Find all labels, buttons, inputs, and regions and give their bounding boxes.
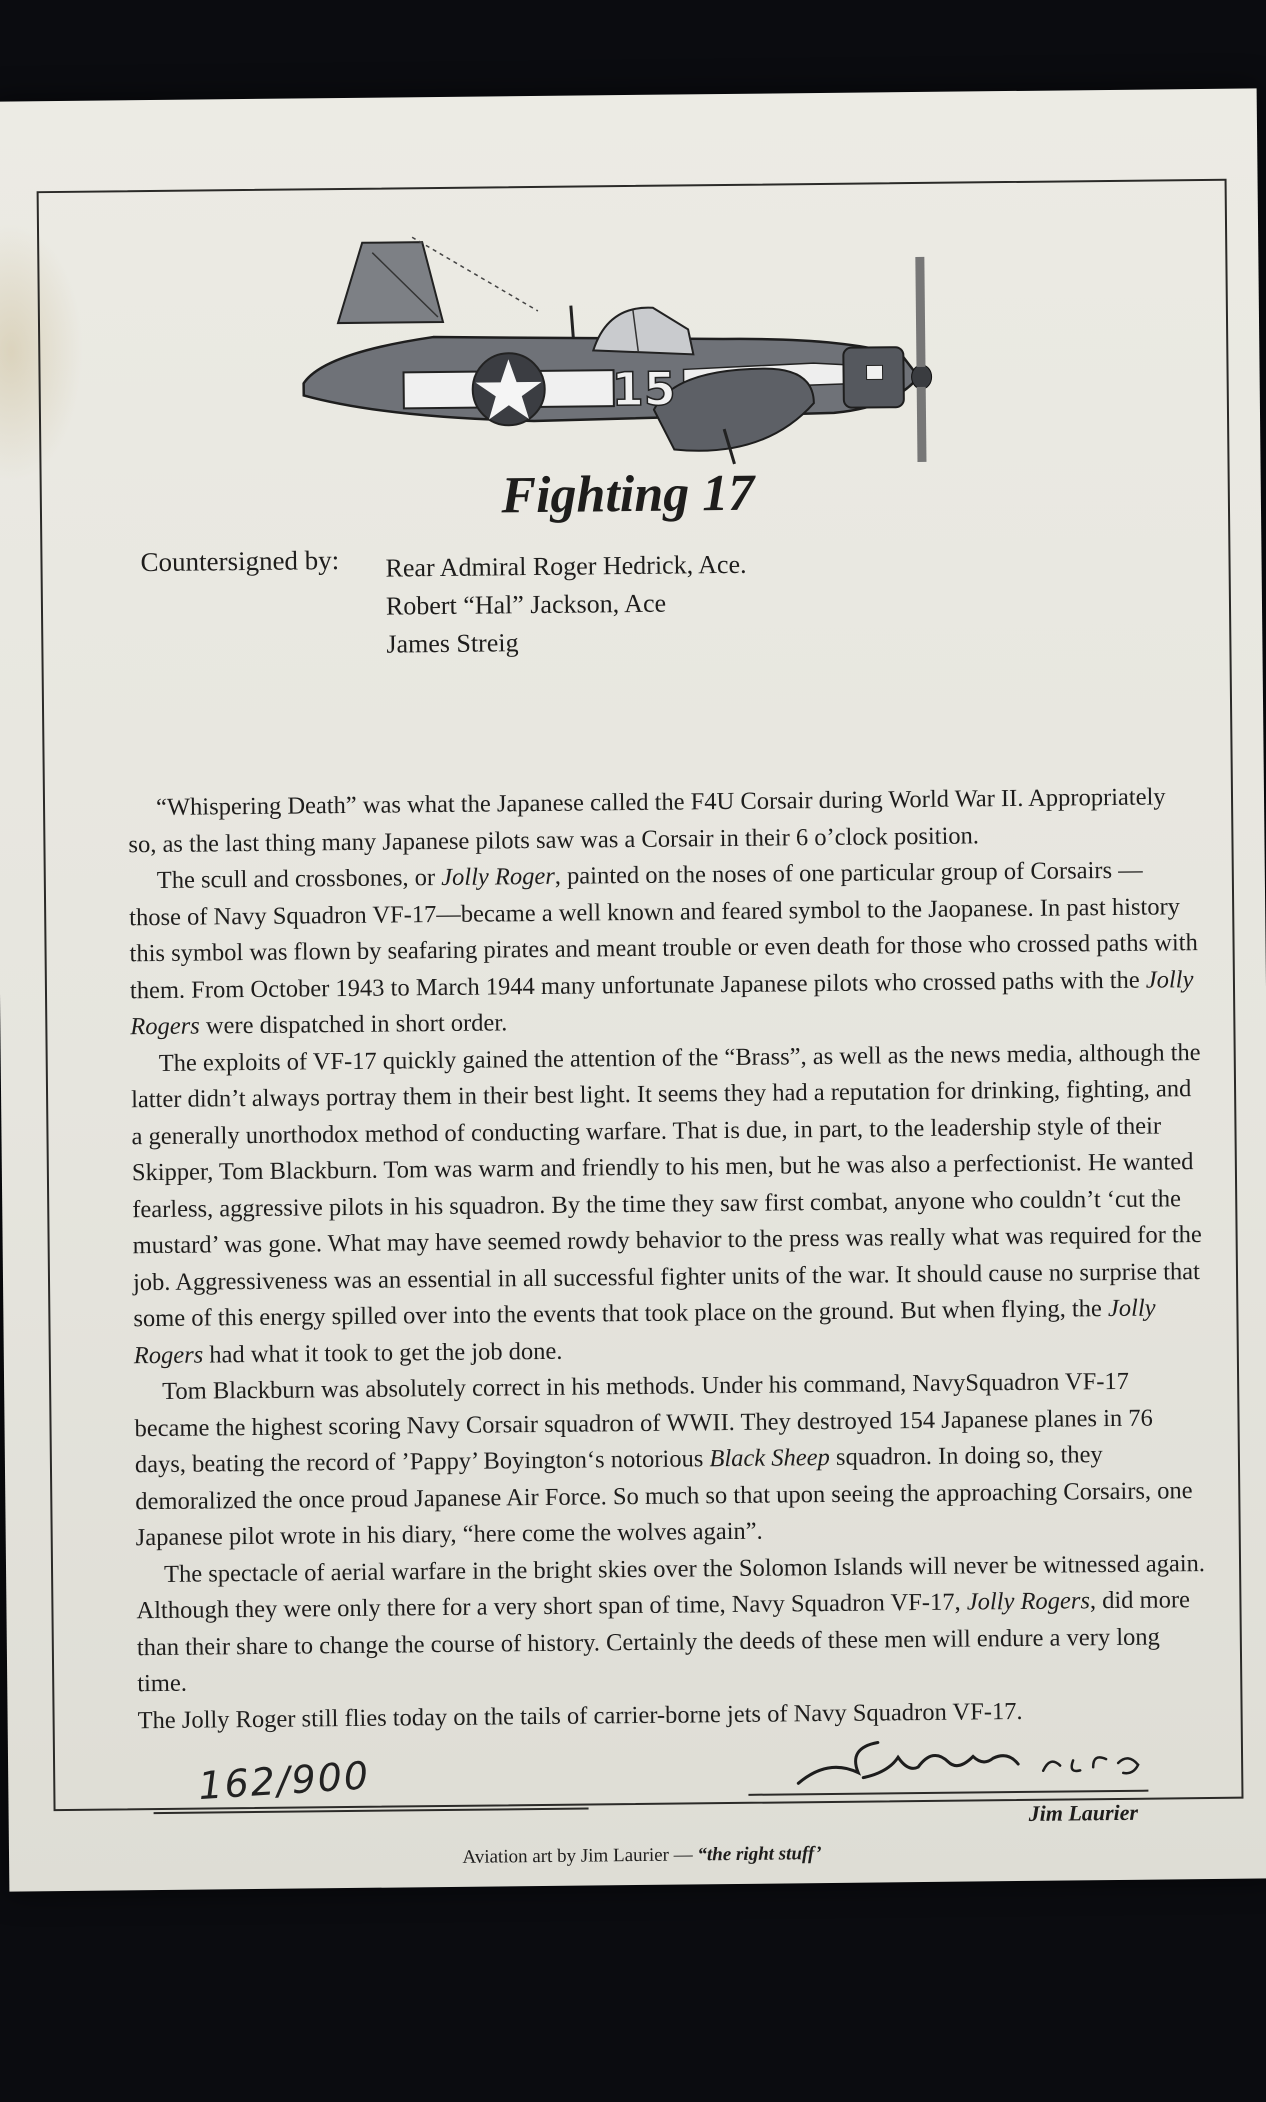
page-title: Fighting 17 [501,464,755,525]
paragraph-text: Tom Blackburn was absolutely correct in his methods. Under his command, NavySquadron VF-17 became the highest scoring Navy Corsair squadron of WWII. They destroyed 154 Japanese planes in 76 days, beating the record of ’Pappy’ Boyington‘s notorious [134,1367,1153,1479]
corsair-illustration [292,217,955,474]
artist-name: Jim Laurier [1028,1799,1139,1826]
narrative-paragraph [136,1546,1207,1703]
narrative-paragraph [134,1363,1206,1557]
countersigned-label: Countersigned by: [140,545,340,578]
paragraph-text: The scull and crossbones, or [156,864,442,894]
print-sheet [0,88,1266,1891]
paragraph-text: squadron. In doing so, they demoralized the once proud Japanese Air Force. So much so that upon seeing the approaching Corsairs, one Japanese pilot wrote in his diary, “here come the wolves again”. [135,1441,1193,1552]
italic-term: Jolly Rogers [130,965,1194,1041]
corsair-aircraft-icon [292,217,955,474]
countersigner-name: James Streig [386,628,519,659]
italic-term: Black Sheep [709,1443,830,1473]
narrative-body [128,779,1208,1739]
edition-number: 162/900 [197,1753,372,1809]
italic-term: Jolly Rogers [133,1294,1156,1369]
credit-prefix: Aviation art by Jim Laurier — [462,1844,698,1868]
narrative-paragraph [129,852,1201,1046]
italic-term: Jolly Rogers [966,1587,1091,1616]
narrative-paragraph [128,779,1199,863]
paragraph-text: had what it took to get the job done. [203,1337,563,1369]
countersigner-name: Robert “Hal” Jackson, Ace [385,588,667,621]
paragraph-text: The Jolly Roger still flies today on the tails of carrier-borne jets of Navy Squadron VF-17. [137,1697,1023,1734]
paragraph-text: , did more than their share to change the course of history. Certainly the deeds of these men will endure a very long time. [136,1586,1191,1698]
credit-tagline: “the right stuff’ [697,1843,822,1866]
countersigner-list [385,546,747,664]
paragraph-text: “Whispering Death” was what the Japanese called the F4U Corsair during World War II. Appropriately so, as the last thing many Japanese pilots saw was a Corsair in their 6 o’clock position. [128,783,1166,858]
italic-term: Jolly Roger [441,862,555,892]
handwritten-signature-icon [788,1714,1189,1798]
artist-signature [788,1714,1189,1798]
narrative-paragraph [131,1035,1204,1375]
paragraph-text: The exploits of VF-17 quickly gained the attention of the “Brass”, as well as the news media, although the latter didn’t always portray them in their best light. It seems they had a reputation for drinking, fighting, and a generally unorthodox method of conducting warfare. That is due, in part, to the leadership style of their Skipper, Tom Blackburn. Tom was warm and friendly to his men, but he was also a perfectionist. He wanted fearless, aggressive pilots in his squadron. By the time they saw first combat, anyone who couldn’t ‘cut the mustard’ was gone. What may have seemed rowdy behavior to the press was really what was required for the job. Aggressiveness was an essential in all successful fighter units of the war. It should cause no surprise that some of this energy spilled over into the events that took place on the ground. But when flying, the [130,1038,1202,1333]
art-credit [9,1838,1266,1873]
countersigner-name: Rear Admiral Roger Hedrick, Ace. [385,549,747,583]
paragraph-text: , painted on the noses of one particular group of Corsairs — those of Navy Squadron VF-17—became a well known and feared symbol to the Jaopanese. In past history this symbol was flown by seafaring pirates and meant trouble or even death for those who crossed paths with them. From October 1943 to March 1944 many unfortunate Japanese pilots who crossed paths with the [129,856,1198,1004]
paragraph-text: The spectacle of aerial warfare in the bright skies over the Solomon Islands will never be witnessed again. Although they were only there for a very short span of time, Navy Squadron VF-17, [136,1549,1206,1625]
aircraft-number: 15 [611,361,677,417]
paragraph-text: were dispatched in short order. [199,1009,508,1040]
